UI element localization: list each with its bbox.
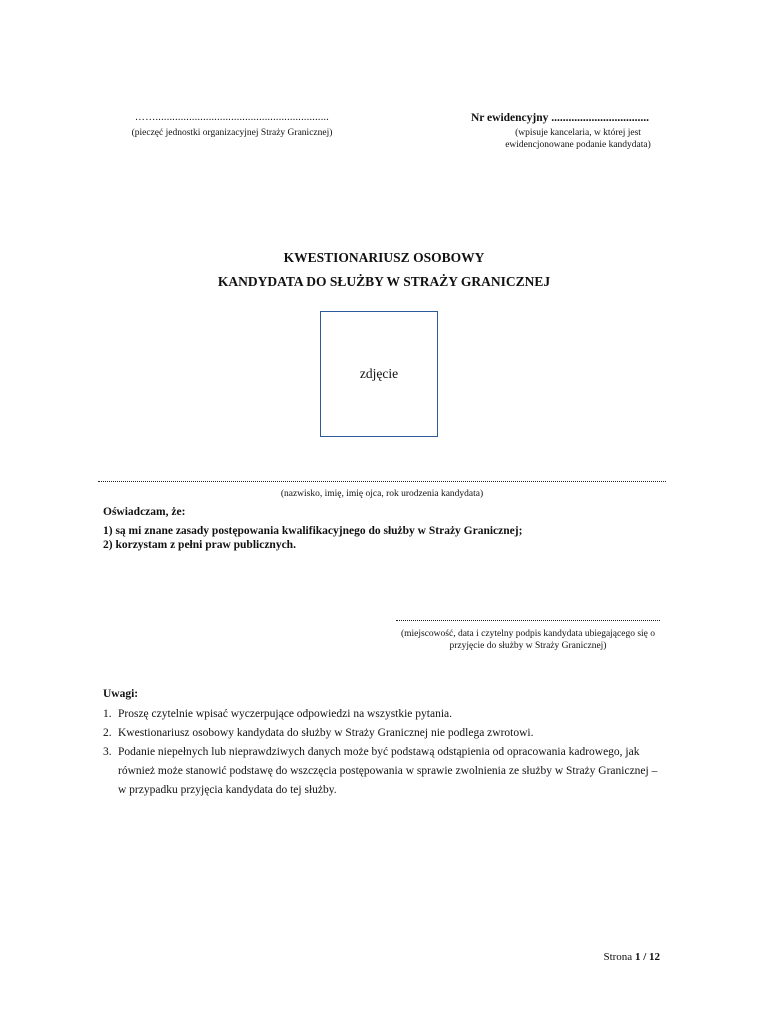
stamp-caption: (pieczęć jednostki organizacyjnej Straży Granicznej) xyxy=(131,128,333,138)
photo-label: zdjęcie xyxy=(359,366,399,381)
registration-number-field: Nr ewidencyjny .................................. xyxy=(470,112,650,124)
name-field-line xyxy=(98,473,666,482)
notes-heading: Uwagi: xyxy=(103,688,139,700)
note-item xyxy=(103,743,663,800)
note-number: 3. xyxy=(103,746,112,758)
photo-placeholder xyxy=(320,311,438,437)
declaration-item: 2) korzystam z pełni praw publicznych. xyxy=(103,539,296,551)
registration-number-caption: (wpisuje kancelaria, w której jest ewidencjonowane podanie kandydata) xyxy=(505,128,651,150)
note-text: Podanie niepełnych lub nieprawdziwych danych może być podstawą odstąpienia od opracowania kadrowego, jak również może stanowić podstawę do wszczęcia postępowania w sprawie zwolnienia ze służby w Straży Granicznej – w przypadku przyjęcia kandydata do tej służby. xyxy=(118,746,658,796)
document-subtitle: KANDYDATA DO SŁUŻBY W STRAŻY GRANICZNEJ xyxy=(217,274,551,289)
note-text: Proszę czytelnie wpisać wyczerpujące odpowiedzi na wszystkie pytania. xyxy=(118,708,453,720)
declaration-heading: Oświadczam, że: xyxy=(103,506,186,518)
page-prefix: Strona xyxy=(603,951,633,963)
notes-list xyxy=(103,705,663,800)
declaration-item: 1) są mi znane zasady postępowania kwalifikacyjnego do służby w Straży Granicznej; xyxy=(103,525,523,537)
document-title: KWESTIONARIUSZ OSOBOWY xyxy=(283,250,485,265)
name-field-caption: (nazwisko, imię, imię ojca, rok urodzenia kandydata) xyxy=(280,489,484,499)
stamp-field-dots: …….............................................................. xyxy=(134,112,330,123)
page-number xyxy=(560,951,660,963)
note-number: 2. xyxy=(103,727,112,739)
signature-caption: (miejscowość, data i czytelny podpis kandydata ubiegającego się o przyjęcie do służby w Straży Granicznej) xyxy=(400,629,656,651)
page-current: 1 / 12 xyxy=(634,951,660,963)
note-number: 1. xyxy=(103,708,112,720)
note-item xyxy=(103,705,663,724)
note-text: Kwestionariusz osobowy kandydata do służby w Straży Granicznej nie podlega zwrotowi. xyxy=(118,727,534,739)
note-item xyxy=(103,724,663,743)
signature-field-line xyxy=(396,612,660,621)
